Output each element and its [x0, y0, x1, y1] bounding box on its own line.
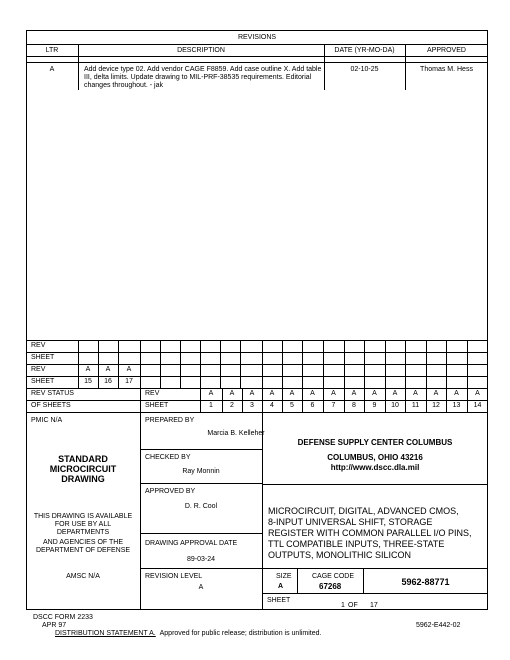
- revision-level-label: REVISION LEVEL: [145, 573, 203, 580]
- rev-status-cell: A: [310, 390, 315, 397]
- rev-label: REV: [145, 390, 160, 397]
- sheet-cell: 16: [104, 378, 112, 385]
- standard-line: STANDARD: [58, 454, 108, 464]
- rev-cell: A: [105, 366, 111, 373]
- revisions-title: REVISIONS: [237, 34, 277, 41]
- of-sheets-cell: 8: [352, 402, 356, 409]
- of-sheets-cell: 14: [473, 402, 482, 409]
- revision-level-value: A: [198, 584, 204, 591]
- standard-line: DRAWING: [61, 474, 105, 484]
- availability-line: AND AGENCIES OF THE: [43, 539, 123, 546]
- checked-by-label: CHECKED BY: [145, 454, 191, 461]
- of-sheets-cell: 5: [290, 402, 294, 409]
- of-sheets-cell: 10: [391, 402, 399, 409]
- amsc-label: AMSC N/A: [66, 573, 100, 580]
- revision-description-line: Add device type 02. Add vendor CAGE F8859. Add case outline X. Add table: [84, 66, 322, 73]
- description-header: DESCRIPTION: [177, 47, 225, 54]
- revision-description-line: changes throughout. - jak: [84, 82, 163, 89]
- rev-row-label: REV: [31, 366, 46, 373]
- approved-header: APPROVED: [427, 47, 466, 54]
- drawing-number: 5962-88771: [401, 577, 450, 587]
- agency-address: COLUMBUS, OHIO 43216: [327, 453, 423, 462]
- rev-status-cell: A: [351, 390, 357, 397]
- sheet-cell: 15: [84, 378, 92, 385]
- drawing-title-line: OUTPUTS, MONOLITHIC SILICON: [268, 550, 412, 560]
- date-header: DATE (YR-MO-DA): [334, 47, 395, 54]
- size-label: SIZE: [276, 573, 292, 580]
- document-code: 5962-E442-02: [416, 622, 461, 629]
- distribution-statement: [55, 630, 322, 638]
- revision-description-line: III, delta limits. Update drawing to MIL-PRF-38535 requirements. Editorial: [84, 74, 312, 81]
- rev-status-cell: A: [413, 390, 418, 397]
- cage-code-value: 67268: [319, 582, 342, 591]
- prepared-by-name: Marcia B. Kelleher: [207, 430, 265, 437]
- of-sheets-cell: 9: [372, 402, 377, 409]
- rev-status-cell: A: [229, 390, 235, 397]
- availability-line: DEPARTMENT OF DEFENSE: [35, 547, 131, 554]
- rev-status-cell: A: [475, 390, 480, 397]
- size-value: A: [278, 583, 284, 590]
- availability-line: THIS DRAWING IS AVAILABLE: [33, 513, 133, 520]
- rev-status-cell: A: [392, 390, 398, 397]
- sheet-label: SHEET: [267, 597, 291, 604]
- drawing-title-line: MICROCIRCUIT, DIGITAL, ADVANCED CMOS,: [268, 506, 459, 516]
- approved-by-name: D. R. Cool: [184, 503, 218, 510]
- rev-status-cell: A: [454, 390, 459, 397]
- rev-status-cell: A: [289, 390, 295, 397]
- cage-code-label: CAGE CODE: [312, 573, 355, 580]
- revision-date: 02-10-25: [350, 66, 379, 73]
- of-sheets-label: OF SHEETS: [31, 402, 71, 409]
- approval-date: 89-03-24: [186, 556, 216, 563]
- of-sheets-cell: 4: [270, 402, 274, 409]
- of-sheets-cell: 2: [230, 402, 234, 409]
- ltr-header: LTR: [45, 47, 59, 54]
- sheet-number: 1: [341, 602, 345, 609]
- of-sheets-cell: 13: [452, 402, 461, 409]
- of-sheets-cell: 12: [432, 402, 440, 409]
- pmic-label: PMIC N/A: [31, 417, 63, 424]
- revision-letter: A: [49, 66, 55, 73]
- agency-url: http://www.dscc.dla.mil: [330, 463, 420, 472]
- of-sheets-cell: 1: [209, 402, 213, 409]
- agency-name: DEFENSE SUPPLY CENTER COLUMBUS: [297, 438, 453, 447]
- sheet-row-label: SHEET: [31, 354, 55, 361]
- availability-line: FOR USE BY ALL: [54, 521, 112, 528]
- of-sheets-cell: 11: [411, 402, 420, 409]
- rev-status-cell: A: [433, 390, 439, 397]
- rev-status-cell: A: [269, 390, 275, 397]
- drawing-title-line: TTL COMPATIBLE INPUTS, THREE-STATE: [268, 539, 445, 549]
- form-number: DSCC FORM 2233: [33, 614, 93, 621]
- revision-approver: Thomas M. Hess: [420, 66, 473, 73]
- rev-status-cell: A: [372, 390, 377, 397]
- checked-by-name: Ray Monnin: [182, 468, 220, 475]
- sheet-row-label: SHEET: [31, 378, 55, 385]
- drawing-title-line: 8-INPUT UNIVERSAL SHIFT, STORAGE: [268, 517, 433, 527]
- rev-row-label: REV: [31, 342, 46, 349]
- distribution-label: DISTRIBUTION STATEMENT A.: [55, 630, 156, 637]
- distribution-text: Approved for public release; distribution is unlimited.: [159, 630, 322, 637]
- sheet-of-label: OF: [348, 602, 358, 609]
- sheet-total: 17: [370, 602, 378, 609]
- availability-line: DEPARTMENTS: [56, 529, 110, 536]
- standard-line: MICROCIRCUIT: [49, 464, 117, 474]
- of-sheets-cell: 7: [331, 402, 336, 409]
- prepared-by-label: PREPARED BY: [145, 417, 195, 424]
- approval-date-label: DRAWING APPROVAL DATE: [145, 540, 238, 547]
- drawing-title-line: REGISTER WITH COMMON PARALLEL I/O PINS,: [268, 528, 472, 538]
- sheet-cell: 17: [125, 378, 133, 385]
- rev-cell: A: [85, 366, 91, 373]
- rev-cell: A: [126, 366, 132, 373]
- rev-status-cell: A: [208, 390, 214, 397]
- of-sheets-cell: 3: [250, 402, 254, 409]
- approved-by-label: APPROVED BY: [145, 488, 196, 495]
- of-sheets-cell: 6: [310, 402, 315, 409]
- form-date: APR 97: [42, 622, 67, 629]
- sheet-label: SHEET: [145, 402, 169, 409]
- rev-status-cell: A: [331, 390, 336, 397]
- rev-status-cell: A: [249, 390, 255, 397]
- rev-status-label: REV STATUS: [31, 390, 74, 397]
